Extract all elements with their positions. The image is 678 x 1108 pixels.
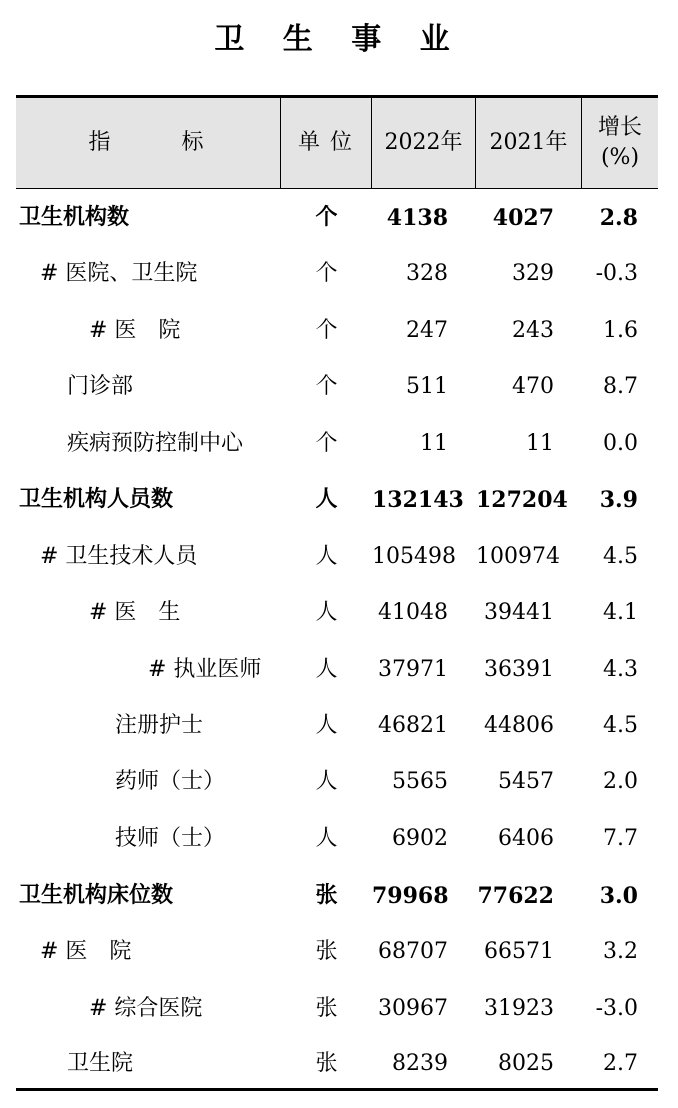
row-label: # 卫生技术人员 <box>40 544 198 569</box>
row-value-2022: 6902 <box>392 826 448 851</box>
table-row <box>16 754 658 810</box>
row-value-2022: 105498 <box>372 544 456 569</box>
table-row <box>16 1036 658 1092</box>
row-label: 注册护士 <box>115 713 204 738</box>
row-value-2022: 4138 <box>386 205 448 231</box>
row-growth: 2.8 <box>599 205 638 231</box>
row-label: # 医 生 <box>89 600 181 625</box>
row-growth: 2.7 <box>603 1051 638 1076</box>
row-label: 疾病预防控制中心 <box>67 431 244 456</box>
row-unit: 张 <box>315 883 338 908</box>
row-growth: 8.7 <box>603 374 638 399</box>
row-unit: 人 <box>315 713 338 738</box>
table-row <box>16 246 658 302</box>
row-value-2021: 6406 <box>498 826 554 851</box>
row-unit: 个 <box>315 205 338 230</box>
header-growth-unit: (%) <box>600 145 640 170</box>
row-value-2022: 247 <box>406 318 448 343</box>
table-row <box>16 642 658 698</box>
row-value-2022: 30967 <box>378 996 448 1021</box>
table-row <box>16 359 658 415</box>
row-growth: 3.2 <box>603 939 638 964</box>
row-growth: -3.0 <box>595 996 638 1021</box>
row-value-2021: 39441 <box>484 600 554 625</box>
row-growth: 0.0 <box>603 431 638 456</box>
row-growth: 4.5 <box>603 544 638 569</box>
row-value-2022: 11 <box>420 431 448 456</box>
row-label: # 综合医院 <box>89 996 203 1021</box>
row-value-2022: 41048 <box>378 600 448 625</box>
row-label: # 医 院 <box>89 318 181 343</box>
row-value-2021: 100974 <box>476 544 560 569</box>
row-value-2021: 470 <box>512 374 554 399</box>
row-label: 卫生机构床位数 <box>19 883 174 908</box>
table-row <box>16 416 658 472</box>
row-unit: 张 <box>315 1051 338 1076</box>
row-unit: 个 <box>315 431 338 456</box>
page-title: 卫 生 事 业 <box>214 22 464 57</box>
table-row <box>16 811 658 867</box>
table-row <box>16 529 658 585</box>
row-unit: 个 <box>315 374 338 399</box>
row-value-2022: 79968 <box>372 883 449 909</box>
row-value-2022: 5565 <box>392 769 448 794</box>
row-value-2021: 11 <box>526 431 554 456</box>
table-row <box>16 303 658 359</box>
row-label: # 医院、卫生院 <box>40 261 198 286</box>
header-growth <box>582 98 658 188</box>
row-unit: 个 <box>315 318 338 343</box>
row-value-2021: 66571 <box>484 939 554 964</box>
row-label: 技师（士） <box>115 826 226 851</box>
row-value-2022: 511 <box>406 374 448 399</box>
row-value-2021: 329 <box>512 261 554 286</box>
table-header <box>16 98 658 189</box>
row-unit: 个 <box>315 261 338 286</box>
row-unit: 人 <box>315 657 338 682</box>
row-unit: 人 <box>315 544 338 569</box>
table-row <box>16 981 658 1037</box>
row-value-2021: 8025 <box>498 1051 554 1076</box>
row-growth: 3.9 <box>599 487 638 513</box>
header-unit: 单位 <box>281 98 372 188</box>
row-label: 卫生院 <box>67 1051 134 1076</box>
row-label: 药师（士） <box>115 769 226 794</box>
table-row <box>16 190 658 246</box>
row-value-2021: 44806 <box>484 713 554 738</box>
table-row <box>16 698 658 754</box>
header-growth-label: 增长 <box>597 115 642 140</box>
row-growth: 3.0 <box>599 883 638 909</box>
row-value-2021: 31923 <box>484 996 554 1021</box>
header-indicator: 指 标 <box>16 98 281 188</box>
row-growth: 7.7 <box>603 826 638 851</box>
row-value-2021: 243 <box>512 318 554 343</box>
table-row <box>16 585 658 641</box>
row-growth: 2.0 <box>603 769 638 794</box>
row-unit: 张 <box>315 996 338 1021</box>
row-value-2022: 46821 <box>378 713 448 738</box>
row-label: 卫生机构数 <box>19 205 130 230</box>
table-row <box>16 472 658 528</box>
row-growth: -0.3 <box>595 261 638 286</box>
row-value-2022: 68707 <box>378 939 448 964</box>
table-row <box>16 924 658 980</box>
row-value-2022: 328 <box>406 261 448 286</box>
row-unit: 人 <box>315 600 338 625</box>
row-value-2022: 8239 <box>392 1051 448 1076</box>
row-growth: 4.3 <box>603 657 638 682</box>
row-unit: 人 <box>315 826 338 851</box>
row-growth: 1.6 <box>603 318 638 343</box>
row-growth: 4.5 <box>603 713 638 738</box>
row-label: 门诊部 <box>67 374 134 399</box>
row-value-2022: 132143 <box>372 487 464 513</box>
row-unit: 人 <box>315 487 338 512</box>
row-label: # 执业医师 <box>148 657 262 682</box>
header-year-2021: 2021年 <box>476 98 582 188</box>
row-label: # 医 院 <box>40 939 132 964</box>
row-value-2021: 77622 <box>477 883 554 909</box>
row-value-2021: 5457 <box>498 769 554 794</box>
row-value-2021: 36391 <box>484 657 554 682</box>
table-bottom-rule <box>16 1088 658 1091</box>
table-row <box>16 868 658 924</box>
header-year-2022: 2022年 <box>372 98 476 188</box>
row-value-2022: 37971 <box>378 657 448 682</box>
row-unit: 张 <box>315 939 338 964</box>
row-value-2021: 127204 <box>476 487 568 513</box>
row-label: 卫生机构人员数 <box>19 487 174 512</box>
row-unit: 人 <box>315 769 338 794</box>
row-growth: 4.1 <box>603 600 638 625</box>
row-value-2021: 4027 <box>492 205 554 231</box>
